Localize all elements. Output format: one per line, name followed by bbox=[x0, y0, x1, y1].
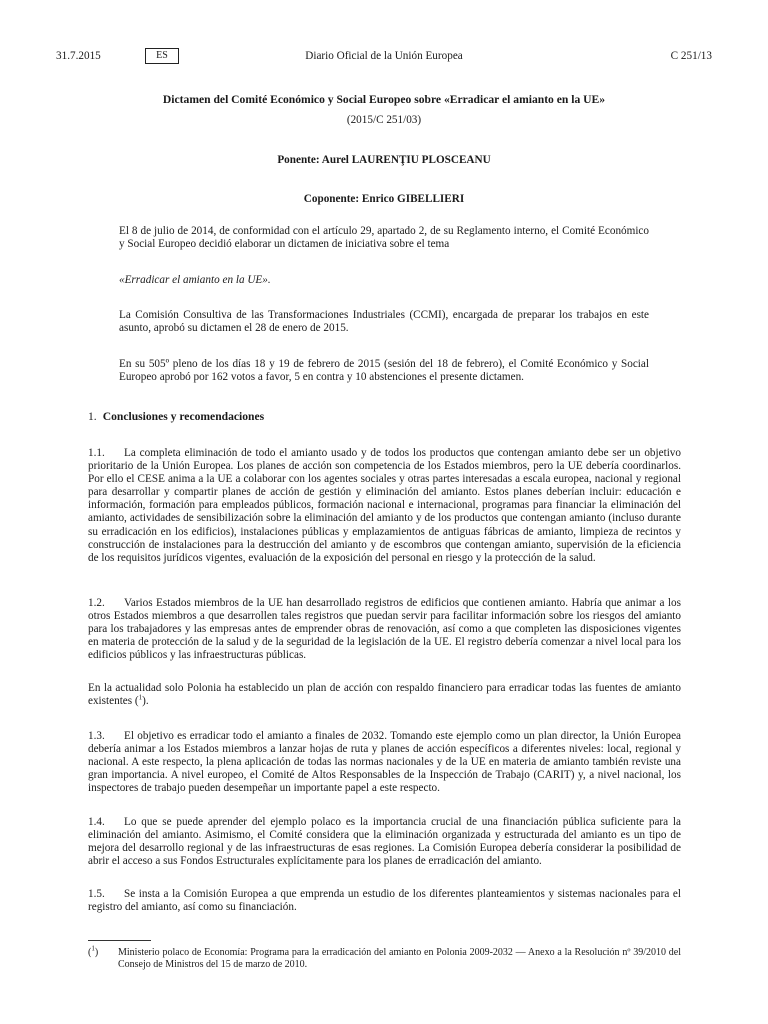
document-code: (2015/C 251/03) bbox=[346, 114, 422, 126]
page-header bbox=[56, 48, 712, 66]
intro-paragraph: El 8 de julio de 2014, de conformidad con el artículo 29, apartado 2, de su Reglamento interno, el Comité Económico y Social Europeo decidió elaborar un dictamen de iniciativa sobre el tema bbox=[119, 225, 649, 251]
paragraph-number: 1.4. bbox=[88, 816, 105, 828]
intro-paragraph: En su 505º pleno de los días 18 y 19 de febrero de 2015 (sesión del 18 de febrero), el Comité Económico y Social Europeo aprobó por 162 votos a favor, 5 en contra y 10 abstenciones el presente dictamen. bbox=[119, 358, 649, 384]
numbered-paragraph bbox=[88, 730, 681, 795]
numbered-paragraph bbox=[88, 888, 681, 914]
rapporteur: Ponente: Aurel LAURENŢIU PLOSCEANU bbox=[277, 154, 491, 166]
paragraph-text: La completa eliminación de todo el amianto usado y de todos los productos que contengan amianto debe ser un objetivo prioritario de la Unión Europea. Los planes de acción son competencia de los Estados miembros, pero la UE debería coordinarlos. Por ello el CESE anima a la UE a colaborar con los agentes sociales y otras partes interesadas a escala europea, nacional y regional para desarrollar y compartir planes de acción de gestión y eliminación del amianto. Estos planes deberían incluir: educación e información, formación para empleados públicos, formación nacional e internacional, programas para financiar la eliminación del amianto, actividades de sensibilización sobre la eliminación del amianto y de los productos que contengan amianto (incluso durante su erradicación en los edificios), instalaciones públicas y emplazamientos de antiguas fábricas de amianto, limpieza de recintos y construcción de instalaciones para la destrucción del amianto y de escombros que contengan amianto, supervisión de la eficiencia de los requisitos jurídicos vigentes, evaluación de la exposición del personal en riesgo y la protección de la salud. bbox=[88, 447, 681, 564]
intro-paragraph: La Comisión Consultiva de las Transformaciones Industriales (CCMI), encargada de preparar los trabajos en este asunto, aprobó su dictamen el 28 de enero de 2015. bbox=[119, 309, 649, 335]
section-heading bbox=[88, 410, 264, 423]
footnote-divider bbox=[88, 940, 151, 941]
paragraph-number: 1.3. bbox=[88, 730, 105, 742]
footnote-mark: ($^1$) bbox=[88, 944, 99, 958]
section-title: Conclusiones y recomendaciones bbox=[102, 410, 265, 423]
corapporteur: Coponente: Enrico GIBELLIERI bbox=[303, 193, 465, 205]
paragraph-number: 1.1. bbox=[88, 447, 105, 459]
journal-reference: C 251/13 bbox=[670, 50, 712, 62]
paragraph-text: Varios Estados miembros de la UE han desarrollado registros de edificios que contienen amianto. Habría que animar a los otros Estados miembros a que desarrollen tales registros que puedan servir para facilitar información sobre los riesgos del amianto para los trabajadores y las empresas antes de emprender obras de renovación, así como a que completen las disposiciones vigentes en materia de protección de la salud y de la seguridad de la legislación de la UE. El registro debería comenzar a nivel local para los edificios públicos y las infraestructuras públicas. bbox=[88, 597, 681, 662]
paragraph-text: Lo que se puede aprender del ejemplo polaco es la importancia crucial de una financiación pública suficiente para la eliminación del amianto. Asimismo, el Comité considera que la eliminación organizada y estructurada del amianto es un tipo de mejora del desarrollo regional y de las infraestructuras de esas regiones. La Comisión Europea debería considerar la posibilidad de abrir el acceso a sus Fondos Estructurales explícitamente para los planes de erradicación del amianto. bbox=[88, 816, 681, 868]
paragraph-text: El objetivo es erradicar todo el amianto a finales de 2032. Tomando este ejemplo como un plan director, la Unión Europea debería animar a los Estados miembros a lanzar hojas de ruta y planes de acción específicos a diferentes niveles: local, regional y nacional. A este respecto, la plena aplicación de todas las normas nacionales y de la UE en materia de amianto también reviste una gran importancia. A nivel europeo, el Comité de Altos Responsables de la Inspección de Trabajo (CARIT) y, a nivel nacional, los inspectores de trabajo pueden desempeñar un importante papel a este respecto. bbox=[88, 730, 681, 795]
footnote-reference[interactable]: 1 bbox=[138, 693, 143, 702]
paragraph-text: En la actualidad solo Polonia ha establecido un plan de acción con respaldo financiero para erradicar todas las fuentes de amianto existentes ( bbox=[88, 682, 681, 708]
journal-name: Diario Oficial de la Unión Europea bbox=[305, 50, 463, 62]
topic-title: «Erradicar el amianto en la UE». bbox=[119, 274, 271, 286]
paragraph-text: Se insta a la Comisión Europea a que emprenda un estudio de los diferentes planteamientos y sistemas nacionales para el registro del amianto, así como su financiación. bbox=[88, 888, 681, 914]
footnote-text: Ministerio polaco de Economía: Programa para la erradicación del amianto en Polonia 2009-2032 — Anexo a la Resolución nº 39/2010 del Consejo de Ministros del 15 de marzo de 2010. bbox=[118, 947, 681, 970]
footnote bbox=[88, 944, 681, 971]
section-number: 1. bbox=[88, 410, 97, 423]
paragraph bbox=[88, 682, 681, 708]
language-badge: ES bbox=[145, 48, 179, 64]
numbered-paragraph bbox=[88, 597, 681, 662]
document-title: Dictamen del Comité Económico y Social Europeo sobre «Erradicar el amianto en la UE» bbox=[162, 93, 606, 106]
publication-date: 31.7.2015 bbox=[56, 50, 101, 62]
numbered-paragraph bbox=[88, 447, 681, 565]
intro-topic bbox=[119, 274, 649, 287]
paragraph-text-end: ). bbox=[142, 695, 149, 708]
numbered-paragraph bbox=[88, 816, 681, 868]
paragraph-number: 1.2. bbox=[88, 597, 105, 609]
paragraph-number: 1.5. bbox=[88, 888, 105, 900]
